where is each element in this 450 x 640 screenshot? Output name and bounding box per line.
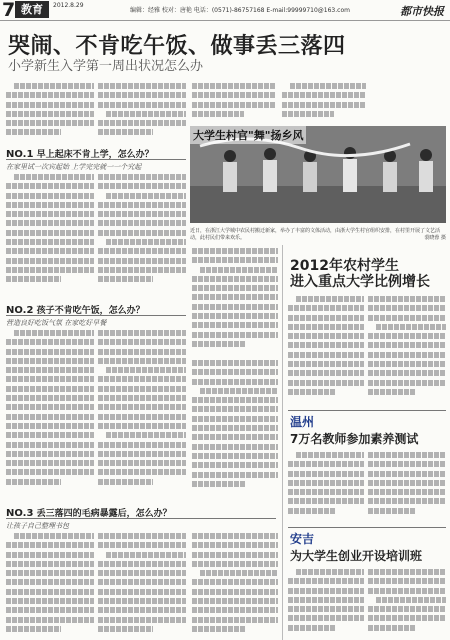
article-1-headline-line2: 进入重点大学比例增长	[290, 274, 430, 290]
article-3-region: 安吉	[290, 532, 315, 546]
question-3-number: NO.3	[6, 508, 34, 519]
editor-credit: 编辑：经雅 校对：唐艳	[130, 7, 192, 14]
main-headline: 哭闹、不肯吃午饭、做事丢三落四	[8, 34, 346, 59]
article-3-text-col2	[368, 569, 446, 637]
divider	[288, 527, 446, 528]
issue-date: 2012.8.29	[53, 2, 84, 9]
email-address: E-mail:99999710@163.com	[266, 7, 350, 14]
q1-text-col2	[98, 174, 186, 294]
question-1-title: 早上起床不肯上学，怎么办？	[36, 150, 154, 160]
article-2-text-col2	[368, 452, 446, 522]
header-contact	[130, 5, 350, 14]
q2-text-col1	[6, 330, 94, 500]
q3-text-col3	[192, 533, 278, 638]
article-2-text-col1	[288, 452, 364, 522]
intro-text-col1	[6, 83, 94, 143]
q2-text-col2	[98, 330, 186, 500]
q3-text-col1	[6, 533, 94, 638]
page-header	[0, 0, 450, 21]
photo-caption	[190, 228, 446, 242]
divider	[288, 410, 446, 411]
intro-text-col4	[282, 83, 366, 123]
q1-text-col1	[6, 174, 94, 294]
section-label: 教育	[15, 1, 49, 18]
phone-number: 电话：(0571)-86757168	[193, 7, 265, 14]
question-2-number: NO.2	[6, 305, 34, 316]
news-photo	[190, 126, 446, 223]
question-2-subheading: 营造良好吃饭气氛 在家吃好早餐	[6, 319, 107, 327]
intro-text-col2	[98, 83, 186, 143]
masthead-logo: 都市快报	[400, 5, 444, 18]
q2-text-col3	[192, 360, 278, 500]
photo-credit: 裘晓蓉 摄	[424, 235, 446, 241]
divider	[6, 518, 276, 519]
main-subheadline: 小学新生入学第一周出状况怎么办	[8, 59, 204, 74]
article-3-headline: 为大学生创业开设培训班	[290, 549, 423, 563]
column-divider	[282, 245, 283, 640]
center-text-upper	[192, 248, 278, 353]
q3-text-col2	[98, 533, 186, 638]
divider	[6, 159, 186, 160]
question-3-subheading: 让孩子自己整理书包	[6, 522, 69, 530]
photo-title: 大学生村官"舞"扬乡风	[190, 126, 306, 144]
question-3-title: 丢三落四的毛病暴露后，怎么办？	[36, 509, 172, 519]
divider	[6, 315, 186, 316]
article-1-headline	[290, 258, 430, 290]
question-1-number: NO.1	[6, 149, 34, 160]
intro-text-col3	[192, 83, 276, 123]
page-number: 7	[2, 0, 16, 21]
article-2-region: 温州	[290, 415, 315, 429]
question-2-title: 孩子不肯吃午饭，怎么办？	[36, 306, 145, 316]
article-1-headline-line1: 2012年农村学生	[290, 258, 399, 274]
article-1-text-col2	[368, 296, 446, 406]
photo-caption-text: 近日，在浙江大学城中农民村搬迁新家，举办了丰富的文体活动，由浙大学生村官组织安排，在村里开展了文艺活动，此村民们带来欢乐。	[190, 228, 441, 241]
question-1-subheading: 在家里试一次宾起始 上学完完就一一个究起	[6, 163, 142, 171]
article-2-headline: 7万名教师参加素养测试	[290, 432, 419, 446]
article-1-text-col1	[288, 296, 364, 406]
article-3-text-col1	[288, 569, 364, 637]
